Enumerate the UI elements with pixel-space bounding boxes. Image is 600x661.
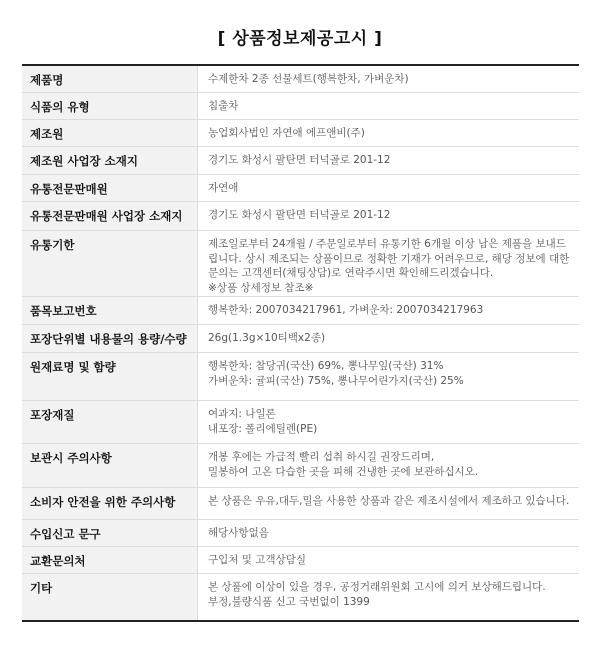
row-exchange-contact [22,547,579,574]
row-value [198,401,579,443]
row-label: 수입신고 문구 [22,520,198,546]
row-value [198,202,579,230]
row-value [198,231,579,296]
value-line: 경기도 화성시 팔탄면 터넉골로 201-12 [208,154,391,166]
row-value [198,93,579,119]
row-label: 품목보고번호 [22,297,198,324]
value-line: 26g(1.3g×10티백x2종) [208,332,326,344]
row-distributor [22,175,579,202]
row-distributor-address [22,202,579,231]
row-label: 유통전문판매원 [22,175,198,201]
value-line: 경기도 화성시 팔탄면 터넉골로 201-12 [208,209,391,221]
value-line: 농업회사법인 자연애 에프앤비(주) [208,127,365,139]
row-other [22,574,579,620]
value-line: 본 상품은 우유,대두,밀을 사용한 상품과 같은 제조시설에서 제조하고 있습니다. [208,495,570,507]
row-value [198,325,579,352]
row-ingredients [22,353,579,401]
value-line: 가벼운차: 귤피(국산) 75%, 뽕나무어린가지(국산) 25% [208,374,464,387]
row-value [198,547,579,573]
value-line: 행복한차: 참당귀(국산) 69%, 뽕나무잎(국산) 31% [208,360,444,372]
value-line: 자연애 [208,182,239,194]
row-safety-notice [22,488,579,520]
value-line: 구입처 및 고객상담실 [208,554,306,566]
row-value [198,353,579,400]
row-label: 보관시 주의사항 [22,444,198,487]
row-label: 제품명 [22,66,198,92]
row-volume [22,325,579,353]
row-report-number [22,297,579,325]
row-label: 원재료명 및 함량 [22,353,198,400]
row-label: 제조원 [22,120,198,146]
row-label: 포장단위별 내용물의 용량/수량 [22,325,198,352]
value-line: 행복한차: 2007034217961, 가벼운차: 2007034217963 [208,304,484,316]
row-label: 교환문의처 [22,547,198,573]
row-value [198,147,579,174]
row-value [198,297,579,324]
info-table [22,64,579,622]
value-line: 수제한차 2종 선물세트(행복한차, 가벼운차) [208,73,409,85]
value-line: 부정,불량식품 신고 국번없이 1399 [208,595,370,608]
value-line: 개봉 후에는 가급적 빨리 섭취 하시길 권장드리며, [208,451,435,463]
value-line: 제조일로부터 24개월 / 주문일로부터 유통기한 6개월 이상 남은 제품을 보내드립니다. 상시 제조되는 상품이므로 정확한 기재가 어려우므로, 해당 정보에 대한 문의는 고객센터(채팅상담)로 연락주시면 확인해드리겠습니다. [208,238,570,279]
value-line: 여과지: 나일론 [208,408,276,420]
row-storage [22,444,579,488]
row-packaging [22,401,579,444]
value-line: 내포장: 폴리에틸렌(PE) [208,422,318,435]
row-label: 기타 [22,574,198,620]
value-line: 해당사항없음 [208,527,269,539]
row-label: 제조원 사업장 소재지 [22,147,198,174]
row-value [198,488,579,519]
row-value [198,175,579,201]
row-value [198,444,579,487]
row-label: 유통전문판매원 사업장 소재지 [22,202,198,230]
row-label: 유통기한 [22,231,198,296]
row-label: 식품의 유형 [22,93,198,119]
row-value [198,520,579,546]
value-line: 밀봉하여 고온 다습한 곳을 피해 건냉한 곳에 보관하십시오. [208,465,479,478]
value-line: ※상품 상세정보 참조※ [208,281,314,294]
value-line: 본 상품에 이상이 있을 경우, 공정거래위원회 고시에 의거 보상해드립니다. [208,581,546,593]
row-value [198,574,579,620]
row-product-name [22,66,579,93]
row-import-notice [22,520,579,547]
row-label: 소비자 안전을 위한 주의사항 [22,488,198,519]
row-manufacturer-address [22,147,579,175]
row-label: 포장재질 [22,401,198,443]
page-title: [ 상품정보제공고시 ] [217,29,383,49]
row-manufacturer [22,120,579,147]
row-expiry [22,231,579,297]
value-line: 침출차 [208,100,239,112]
row-value [198,66,579,92]
row-value [198,120,579,146]
row-food-type [22,93,579,120]
